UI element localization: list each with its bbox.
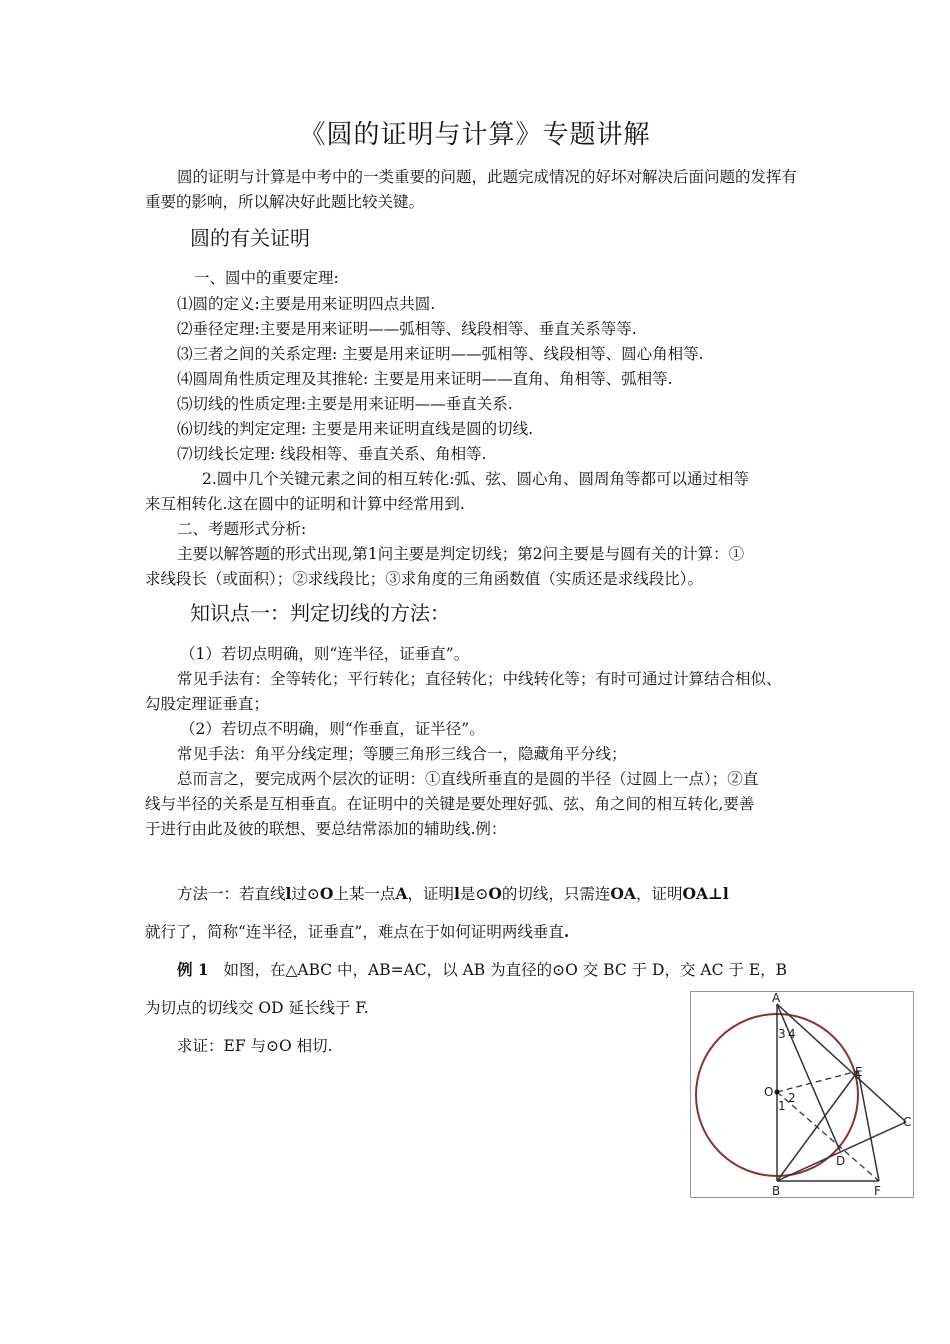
theorem-item: ⑸切线的性质定理:主要是用来证明——垂直关系. bbox=[177, 395, 513, 413]
document-title: 《圆的证明与计算》专题讲解 bbox=[299, 120, 651, 150]
label-angle-1: 1 bbox=[778, 1099, 786, 1113]
summary-line3: 于进行由此及彼的联想、要总结常添加的辅助线.例： bbox=[145, 820, 507, 838]
example-line2: 为切点的切线交 OD 延长线于 F. bbox=[145, 999, 369, 1017]
intro-paragraph: 圆的证明与计算是中考中的一类重要的问题，此题完成情况的好坏对解决后面问题的发挥有重要的影响，所以解决好此题比较关键。 bbox=[145, 168, 798, 211]
geometry-svg bbox=[691, 992, 913, 1197]
geometry-figure bbox=[690, 991, 914, 1198]
section-heading-circle-proof: 圆的有关证明 bbox=[190, 226, 310, 250]
label-angle-4: 4 bbox=[788, 1027, 796, 1041]
dashed-od bbox=[777, 1092, 879, 1181]
theorem-item: ⑹切线的判定定理: 主要是用来证明直线是圆的切线. bbox=[177, 420, 534, 438]
theorem-item: ⑵垂径定理:主要是用来证明——弧相等、线段相等、垂直关系等等. bbox=[177, 320, 637, 338]
methods2-text: 常见手法：角平分线定理；等腰三角形三线合一，隐藏角平分线； bbox=[177, 745, 627, 763]
label-f: F bbox=[874, 1184, 881, 1197]
center-dot bbox=[775, 1090, 780, 1095]
summary-line1: 总而言之，要完成两个层次的证明：①直线所垂直的是圆的半径（过圆上一点）；②直 bbox=[177, 770, 759, 788]
methods1-line2: 勾股定理证垂直； bbox=[145, 695, 270, 713]
theorem-item: ⑷圆周角性质定理及其推轮: 主要是用来证明——直角、角相等、弧相等. bbox=[177, 370, 673, 388]
exam-analysis-subheading: 二、考题形式分析: bbox=[177, 520, 307, 538]
exam-analysis-line1: 主要以解答题的形式出现,第1问主要是判定切线；第2问主要是与圆有关的计算：① bbox=[177, 545, 745, 563]
segment-ac bbox=[777, 1004, 906, 1122]
exam-analysis-line2: 求线段长（或面积）；②求线段比；③求角度的三角函数值（实质还是求线段比）。 bbox=[145, 570, 704, 588]
label-angle-3: 3 bbox=[778, 1027, 786, 1041]
method1-line2: 就行了，简称“连半径，证垂直”，难点在于如何证明两线垂直. bbox=[145, 922, 570, 941]
theorem-item: ⑴圆的定义:主要是用来证明四点共圆. bbox=[177, 295, 436, 313]
segment-bc bbox=[777, 1122, 906, 1181]
methods1-line1: 常见手法有：全等转化；平行转化；直径转化；中线转化等；有时可通过计算结合相似、 bbox=[177, 670, 782, 688]
example-prove: 求证：EF 与⊙O 相切. bbox=[177, 1037, 333, 1055]
knowledge-point-heading: 知识点一：判定切线的方法： bbox=[190, 601, 450, 625]
label-d: D bbox=[836, 1154, 846, 1168]
key-elements-line1: 2.圆中几个关键元素之间的相互转化:弧、弦、圆心角、圆周角等都可以通过相等 bbox=[202, 470, 750, 488]
label-e: E bbox=[855, 1065, 863, 1079]
case1-text: （1）若切点明确，则“连半径，证垂直”。 bbox=[180, 645, 470, 663]
example-line1: 例 1 如图，在△ABC 中，AB=AC，以 AB 为直径的⊙O 交 BC 于 D，交 AC 于 E，B bbox=[177, 960, 788, 979]
theorem-item: ⑺切线长定理: 线段相等、垂直关系、角相等. bbox=[177, 445, 487, 463]
summary-line2: 线与半径的关系是互相垂直。在证明中的关键是要处理好弧、弦、角之间的相互转化,要善 bbox=[145, 795, 755, 813]
label-o: O bbox=[764, 1085, 774, 1099]
key-elements-line2: 来互相转化.这在圆中的证明和计算中经常用到. bbox=[145, 495, 465, 513]
label-b: B bbox=[772, 1184, 781, 1197]
dashed-oe bbox=[777, 1071, 858, 1092]
method1-line1: 方法一：若直线l过⊙O上某一点A，证明l是⊙O的切线，只需连OA，证明OA⊥l bbox=[177, 884, 729, 903]
case2-text: （2）若切点不明确，则“作垂直，证半径”。 bbox=[180, 720, 485, 738]
theorem-item: ⑶三者之间的关系定理: 主要是用来证明——弧相等、线段相等、圆心角相等. bbox=[177, 345, 704, 363]
label-c: C bbox=[903, 1115, 912, 1129]
label-angle-2: 2 bbox=[788, 1091, 796, 1105]
theorems-subheading: 一、圆中的重要定理: bbox=[194, 269, 339, 287]
label-a: A bbox=[772, 992, 781, 1005]
